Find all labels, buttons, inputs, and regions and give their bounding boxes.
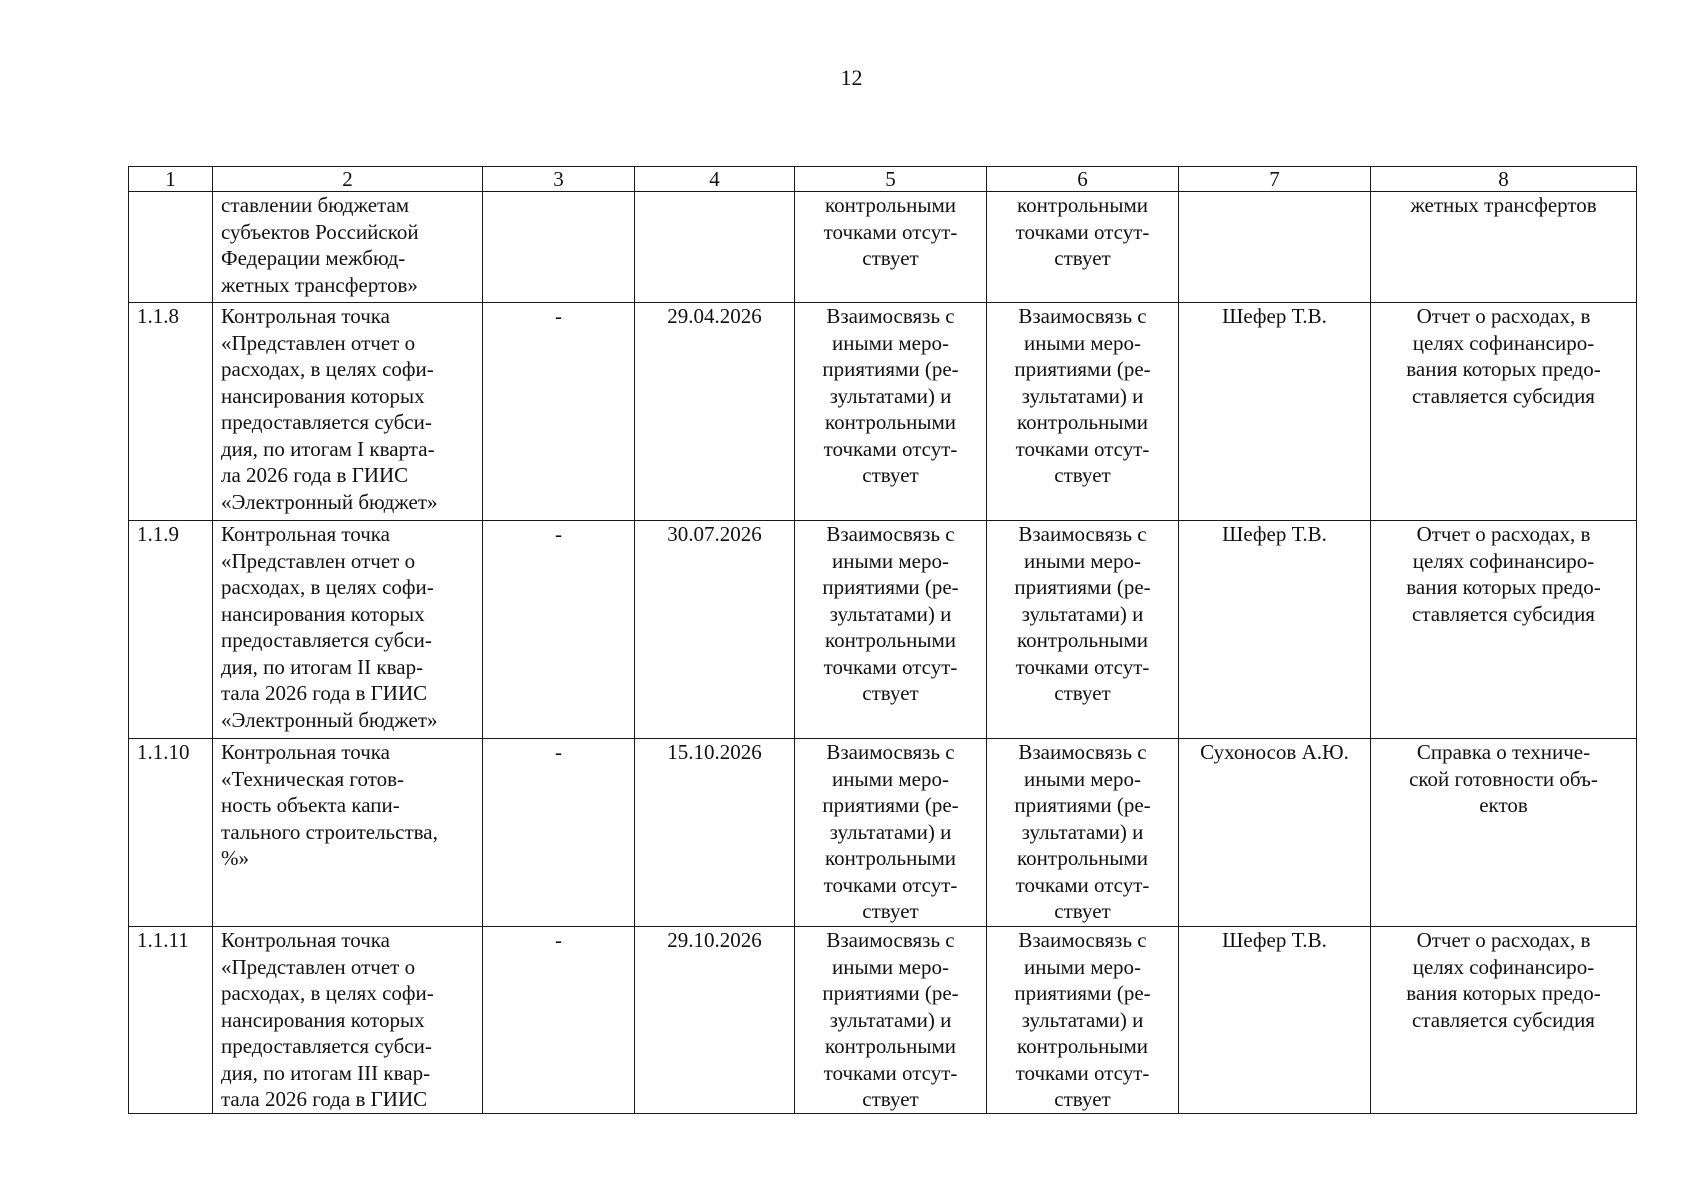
item-responsible: Шефер Т.В. <box>1179 927 1371 1114</box>
control-points-table <box>128 166 1637 1114</box>
table-row <box>129 303 1637 521</box>
item-date: 29.10.2026 <box>635 927 795 1114</box>
item-number: 1.1.10 <box>129 739 213 927</box>
item-name: Контрольная точка «Представлен отчет о расходах, в целях софи- нансирования которых предоставляется субси- дия, по итогам II квар- тала 2026 года в ГИИС «Электронный бюджет» <box>213 521 483 739</box>
item-relation-next: Взаимосвязь с иными меро- приятиями (ре- зультатами) и контрольными точками отсут- ствует <box>987 521 1179 739</box>
item-column-3: - <box>483 521 635 739</box>
item-relation-previous: Взаимосвязь с иными меро- приятиями (ре- зультатами) и контрольными точками отсут- ствует <box>795 303 987 521</box>
item-column-3: - <box>483 927 635 1114</box>
item-number: 1.1.8 <box>129 303 213 521</box>
item-name: Контрольная точка «Представлен отчет о расходах, в целях софи- нансирования которых предоставляется субси- дия, по итогам III квар- тала 2026 года в ГИИС <box>213 927 483 1114</box>
item-name: Контрольная точка «Представлен отчет о расходах, в целях софи- нансирования которых предоставляется субси- дия, по итогам I кварта- ла 2026 года в ГИИС «Электронный бюджет» <box>213 303 483 521</box>
column-header-6: 6 <box>987 167 1179 192</box>
table-row <box>129 739 1637 927</box>
item-name: ставлении бюджетам субъектов Российской Федерации межбюд- жетных трансфертов» <box>213 192 483 303</box>
header-row <box>129 167 1637 192</box>
item-number: 1.1.11 <box>129 927 213 1114</box>
item-column-3: - <box>483 739 635 927</box>
item-responsible: Сухоносов А.Ю. <box>1179 739 1371 927</box>
item-relation-previous: Взаимосвязь с иными меро- приятиями (ре- зультатами) и контрольными точками отсут- ствует <box>795 927 987 1114</box>
item-document: жетных трансфертов <box>1371 192 1637 303</box>
item-document: Отчет о расходах, в целях софинансиро- вания которых предо- ставляется субсидия <box>1371 303 1637 521</box>
item-document: Отчет о расходах, в целях софинансиро- вания которых предо- ставляется субсидия <box>1371 927 1637 1114</box>
column-header-7: 7 <box>1179 167 1371 192</box>
item-column-3 <box>483 192 635 303</box>
column-header-2: 2 <box>213 167 483 192</box>
item-number: 1.1.9 <box>129 521 213 739</box>
item-date: 15.10.2026 <box>635 739 795 927</box>
table-row <box>129 521 1637 739</box>
item-column-3: - <box>483 303 635 521</box>
item-relation-next: Взаимосвязь с иными меро- приятиями (ре- зультатами) и контрольными точками отсут- ствует <box>987 927 1179 1114</box>
item-relation-previous: Взаимосвязь с иными меро- приятиями (ре- зультатами) и контрольными точками отсут- ствует <box>795 739 987 927</box>
item-relation-next: контрольными точками отсут- ствует <box>987 192 1179 303</box>
item-relation-previous: Взаимосвязь с иными меро- приятиями (ре- зультатами) и контрольными точками отсут- ствует <box>795 521 987 739</box>
item-date <box>635 192 795 303</box>
table-row <box>129 192 1637 303</box>
item-relation-next: Взаимосвязь с иными меро- приятиями (ре- зультатами) и контрольными точками отсут- ствует <box>987 303 1179 521</box>
item-date: 29.04.2026 <box>635 303 795 521</box>
item-responsible: Шефер Т.В. <box>1179 303 1371 521</box>
item-document: Справка о техниче- ской готовности объ- ектов <box>1371 739 1637 927</box>
item-responsible <box>1179 192 1371 303</box>
item-relation-next: Взаимосвязь с иными меро- приятиями (ре- зультатами) и контрольными точками отсут- ствует <box>987 739 1179 927</box>
item-number <box>129 192 213 303</box>
column-header-4: 4 <box>635 167 795 192</box>
column-header-3: 3 <box>483 167 635 192</box>
column-header-1: 1 <box>129 167 213 192</box>
page-number: 12 <box>840 65 863 90</box>
item-name: Контрольная точка «Техническая готов- ность объекта капи- тального строительства, %» <box>213 739 483 927</box>
item-relation-previous: контрольными точками отсут- ствует <box>795 192 987 303</box>
item-document: Отчет о расходах, в целях софинансиро- вания которых предо- ставляется субсидия <box>1371 521 1637 739</box>
column-header-8: 8 <box>1371 167 1637 192</box>
item-responsible: Шефер Т.В. <box>1179 521 1371 739</box>
column-header-5: 5 <box>795 167 987 192</box>
item-date: 30.07.2026 <box>635 521 795 739</box>
table-row <box>129 927 1637 1114</box>
